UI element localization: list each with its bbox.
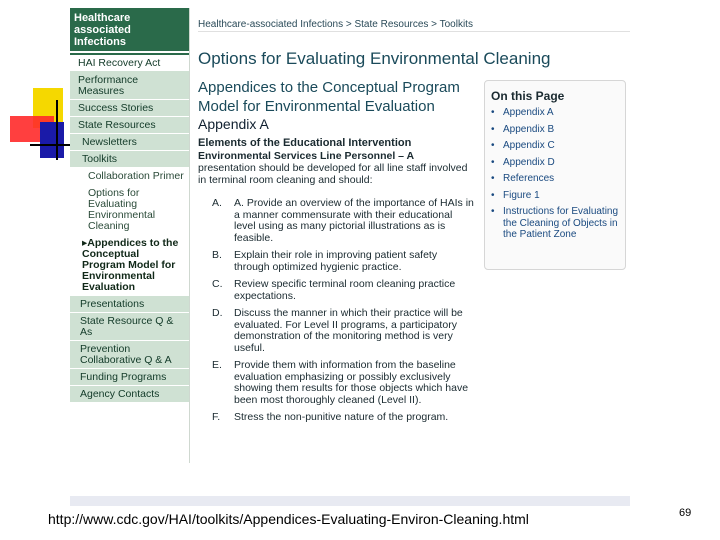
list-item (198, 308, 630, 354)
list-marker: E. (212, 359, 222, 371)
on-this-page-link-appendix-b[interactable] (491, 124, 619, 136)
bullet-icon: • (491, 140, 495, 151)
on-this-page-title: On this Page (491, 89, 565, 103)
slide-decoration-blue (40, 122, 64, 158)
page-subtitle: Appendices to the Conceptual Program Model for Environmental Evaluation (198, 79, 460, 115)
bullet-icon: • (491, 156, 495, 168)
on-this-page-link-references[interactable] (491, 173, 619, 185)
sidebar-item-newsletters[interactable]: Newsletters (70, 134, 189, 151)
list-text: Explain their role in improving patient safety through optimized hygienic practice. (234, 249, 438, 273)
sidebar-item-prevention-collaborative-qa[interactable]: Prevention Collaborative Q & A (70, 341, 189, 369)
list-marker: C. (212, 278, 223, 290)
link-label: Figure 1 (503, 189, 540, 201)
list-text: Discuss the manner in which their practice will be evaluated. For Level II programs, a participatory demonstration of the monitoring method is very useful. (234, 307, 463, 354)
list-item (198, 360, 630, 406)
list-item (198, 279, 630, 302)
bullet-icon: • (491, 189, 495, 201)
link-label: Appendix B (503, 123, 555, 135)
section-heading: Elements of the Educational Intervention (198, 137, 412, 149)
sidebar-item-label: Appendices to the Conceptual Program Model for Environmental Evaluation (82, 237, 179, 293)
appendix-heading: Appendix A (198, 116, 269, 132)
sidebar-item-performance-measures[interactable]: Performance Measures (70, 72, 189, 100)
bullet-icon: • (491, 123, 495, 135)
sidebar-header[interactable]: Healthcare associated Infections (70, 8, 189, 53)
intro-bold: Environmental Services Line Personnel – A (198, 150, 415, 162)
bullet-icon: • (491, 173, 495, 184)
on-this-page-link-appendix-c[interactable] (491, 140, 619, 152)
on-this-page-link-instructions[interactable] (491, 206, 619, 241)
link-label: Instructions for Evaluating the Cleaning of Objects in the Patient Zone (503, 206, 619, 240)
intro-paragraph (198, 150, 468, 186)
list-text: Stress the non-punitive nature of the program. (234, 411, 449, 423)
list-text: Provide them with information from the baseline evaluation emphasizing or possibly exclusively showing them results for those objects which have been most thoroughly cleaned (Level II). (234, 359, 469, 406)
link-label: Appendix A (503, 107, 554, 118)
sidebar-item-funding-programs[interactable]: Funding Programs (70, 369, 189, 386)
breadcrumb[interactable]: Healthcare-associated Infections > State Resources > Toolkits (198, 8, 630, 32)
list-marker: F. (212, 411, 221, 423)
list-marker: D. (212, 307, 223, 319)
sidebar-item-state-resources[interactable]: State Resources (70, 117, 189, 134)
list-marker: A. (212, 197, 222, 209)
sidebar-item-collaboration-primer[interactable]: Collaboration Primer (70, 168, 189, 185)
sidebar-item-toolkits[interactable]: Toolkits (70, 151, 189, 168)
list-item (198, 412, 630, 424)
sidebar-item-hai-recovery-act[interactable]: HAI Recovery Act (70, 53, 189, 72)
sidebar-item-options-evaluating[interactable]: Options for Evaluating Environmental Cleaning (70, 185, 189, 235)
list-text: Review specific terminal room cleaning practice expectations. (234, 278, 456, 302)
link-label: References (503, 173, 555, 184)
page-number: 69 (679, 507, 692, 519)
page-title: Options for Evaluating Environmental Cleaning (198, 49, 551, 68)
slide-decoration-line-vertical (56, 100, 58, 160)
bullet-icon: • (491, 107, 495, 118)
source-url[interactable]: http://www.cdc.gov/HAI/toolkits/Appendices-Evaluating-Environ-Cleaning.html (48, 511, 529, 527)
sidebar-item-agency-contacts[interactable]: Agency Contacts (70, 386, 189, 403)
link-label: Appendix C (503, 140, 555, 151)
sidebar-nav (70, 8, 190, 463)
sidebar-item-appendices[interactable] (70, 235, 189, 296)
link-label: Appendix D (503, 156, 555, 168)
list-marker: B. (212, 249, 222, 261)
list-text: A. Provide an overview of the importance of HAIs in a manner commensurate with their educational level using as many pictorial illustrations as is feasible. (234, 197, 474, 244)
on-this-page-link-appendix-d[interactable] (491, 157, 619, 169)
webpage-screenshot (70, 8, 630, 496)
sidebar-item-state-resource-qa[interactable]: State Resource Q & As (70, 313, 189, 341)
triangle-right-icon: ▸ (82, 237, 88, 249)
on-this-page-link-appendix-a[interactable] (491, 107, 619, 119)
sidebar-item-presentations[interactable]: Presentations (70, 296, 189, 313)
on-this-page-link-figure-1[interactable] (491, 190, 619, 202)
bullet-icon: • (491, 206, 495, 217)
screenshot-bottom-bar (70, 496, 630, 506)
sidebar-item-success-stories[interactable]: Success Stories (70, 100, 189, 117)
intro-rest: presentation should be developed for all line staff involved in terminal room cleaning and should: (198, 162, 468, 186)
on-this-page-box (484, 80, 626, 270)
